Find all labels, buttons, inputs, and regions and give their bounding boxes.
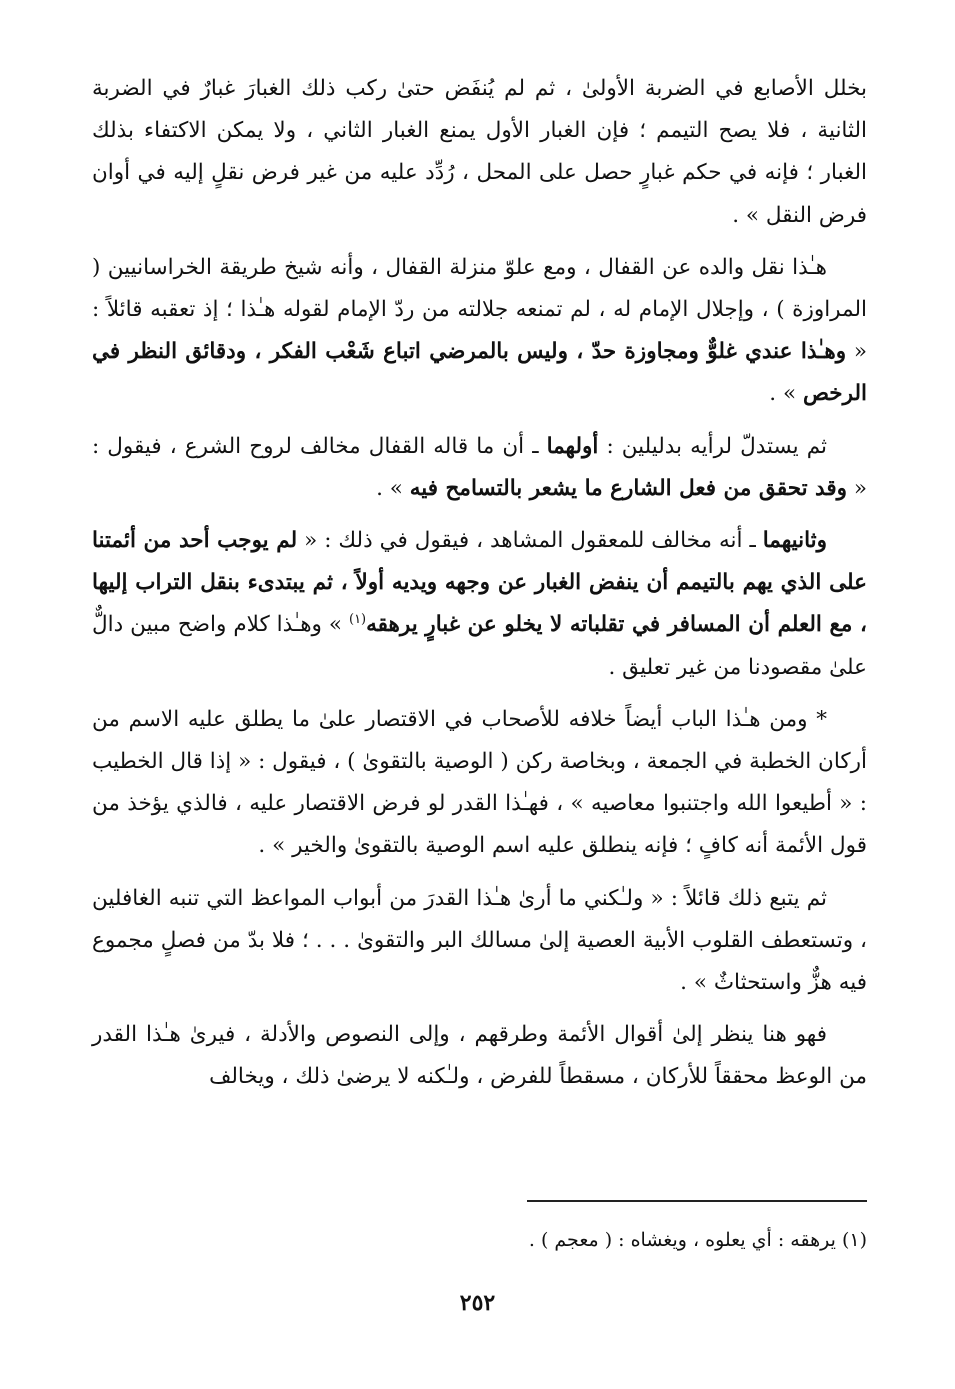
paragraph	[92, 426, 867, 510]
text-run: * ومن هـٰذا الباب أيضاً خلافه للأصحاب في الاقتصار علىٰ ما يطلق عليه الاسم من أركان الخطبة في الجمعة ، وبخاصة ركن ( الوصية بالتقوىٰ ) ، فيقول : « إذا قال الخطيب : « أطيعوا الله واجتنبوا معاصيه » ، فهـٰذا القدر لو فرض الاقتصار عليه ، فالذي يؤخذ من قول الأئمة أنه كافٍ ؛ فإنه ينطلق عليه اسم الوصية بالتقوىٰ والخير » .	[92, 706, 867, 859]
paragraph	[92, 520, 867, 689]
page-number: ٢٥٢	[459, 1290, 496, 1316]
paragraph	[92, 699, 867, 868]
paragraph	[92, 1014, 867, 1098]
bold-quote: وثانيهما	[762, 528, 827, 554]
text-run: » .	[769, 381, 803, 407]
text-run: ـ أن ما قاله القفال مخالف لروح الشرع ، فيقول : «	[92, 433, 867, 501]
text-run: ثم يتبع ذلك قائلاً : « ولـٰكني ما أرىٰ هـٰذا القدرَ من أبواب المواعظ التي تنبه الغافلين ، وتستعطف القلوب الأبية العصية إلىٰ مسالك البر والتقوىٰ . . . ؛ فلا بدّ من فصلٍ مجموع فيه هزٌّ واستحثاثٌ » .	[92, 885, 867, 996]
main-text	[92, 68, 867, 1099]
footnote-marker: (١)	[348, 612, 367, 628]
text-run: » .	[376, 475, 410, 501]
paragraph	[92, 878, 867, 1005]
bold-quote: أولهما	[546, 433, 599, 459]
text-run: بخلل الأصابع في الضربة الأولىٰ ، ثم لم يُنفَض حتىٰ ركب ذلك الغبارَ غبارٌ في الضربة الثانية ، فلا يصح التيمم ؛ فإن الغبار الأول يمنع الغبار الثاني ، ولا يمكن الاكتفاء بذلك الغبار ؛ فإنه في حكم غبارٍ حصل على المحل ، رُدِّد عليه من غير فرض نقلٍ إليه في أوان فرض النقل » .	[92, 76, 867, 228]
bold-quote: لم يوجب أحد من أئمتنا على الذي يهم بالتيمم أن ينفض الغبار عن وجهه ويديه أولاً ، ثم يبتدىء بنقل التراب إليها ، مع العلم أن المسافر في تقلباته لا يخلو عن غبارٍ يرهقه	[92, 528, 867, 638]
bold-quote: وهـٰذا عندي غلوٌّ ومجاوزة حدّ ، وليس بالمرضي اتباع شَعْب الفكر ، ودقائق النظر في الرخص	[92, 339, 867, 407]
paragraph	[92, 68, 867, 237]
text-run: فهو هنا ينظر إلىٰ أقوال الأئمة وطرقهم ، وإلى النصوص والأدلة ، فيرىٰ هـٰذا القدر من الوعظ محققاً للأركان ، مسقطاً للفرض ، ولـٰكنه لا يرضىٰ ذلك ، ويخالف	[92, 1022, 867, 1090]
text-run: هـٰذا نقل والده عن القفال ، ومع علوّ منزلة القفال ، وأنه شيخ طريقة الخراسانيين ( المراوزة ) ، وإجلال الإمام له ، لم تمنعه جلالته من ردّ الإمام لقوله هـٰذا ؛ إذ تعقبه قائلاً : «	[92, 254, 867, 365]
footnote: (١) يرهقه : أي يعلوه ، ويغشاه : ( معجم ) .	[528, 1229, 867, 1251]
footnote-divider	[527, 1200, 867, 1202]
text-run: » وهـٰذا كلام واضح مبين دالٌّ علىٰ مقصودنا من غير تعليق .	[92, 612, 867, 680]
text-run: ثم يستدلّ لرأيه بدليلين :	[598, 433, 827, 459]
bold-quote: وقد تحقق من فعل الشارع ما يشعر بالتسامح فيه	[409, 475, 847, 501]
text-run: ـ أنه مخالف للمعقول المشاهد ، فيقول في ذلك : «	[297, 528, 763, 554]
paragraph	[92, 247, 867, 416]
